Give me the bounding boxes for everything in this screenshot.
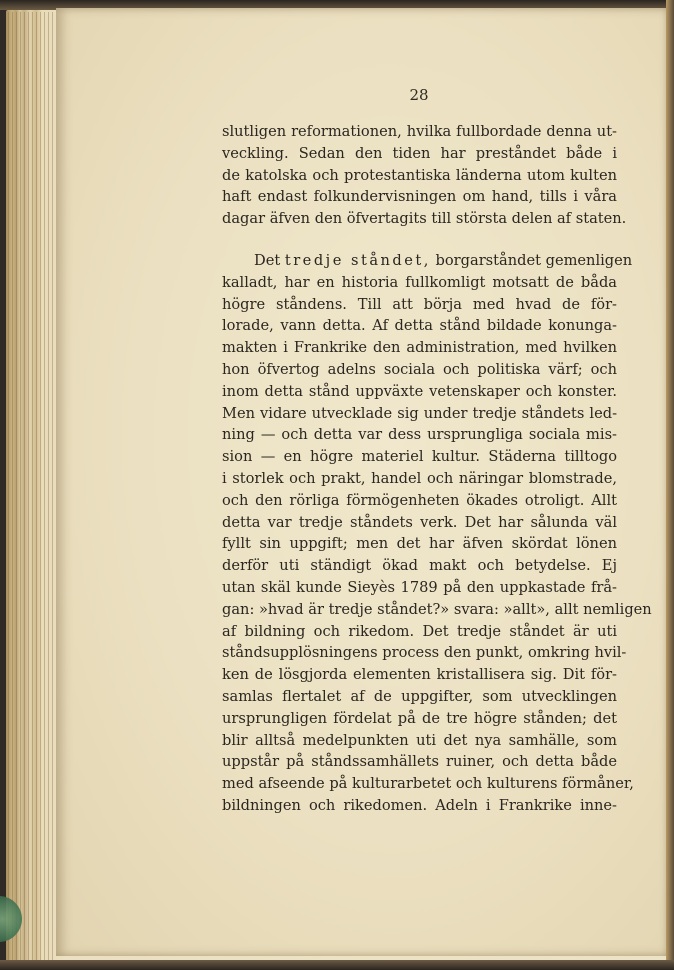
text-line: ståndsupplösningens process den punkt, omkring hvil- bbox=[222, 644, 627, 662]
text-line: veckling. Sedan den tiden har preståndet både i bbox=[222, 144, 617, 162]
text-line: af bildning och rikedom. Det tredje ståndet är uti bbox=[222, 622, 617, 640]
text-line: med afseende på kulturarbetet och kulturens förmåner, bbox=[222, 775, 634, 793]
text-line: ursprungligen fördelat på de tre högre stånden; det bbox=[222, 709, 617, 727]
text-line: i storlek och prakt, handel och näringar blomstrade, bbox=[222, 469, 617, 487]
text-line-first bbox=[222, 250, 633, 272]
text-line: utan skäl kunde Sieyès 1789 på den uppkastade frå- bbox=[222, 578, 617, 596]
text-line: hon öfvertog adelns sociala och politiska värf; och bbox=[222, 360, 617, 378]
text-line: de katolska och protestantiska länderna utom kulten bbox=[222, 166, 617, 184]
text-line: bildningen och rikedomen. Adeln i Frankrike inne- bbox=[222, 796, 617, 814]
text-line: slutligen reformationen, hvilka fullbordade denna ut- bbox=[222, 123, 617, 140]
text-line: makten i Frankrike den administration, med hvilken bbox=[222, 339, 617, 357]
first-line-rest: borgarståndet gemenligen bbox=[435, 251, 633, 269]
text-line: Men vidare utvecklade sig under tredje ståndets led- bbox=[222, 404, 617, 422]
text-line: lorade, vann detta. Af detta stånd bildade konunga- bbox=[222, 317, 617, 335]
lead-word: Det bbox=[254, 251, 281, 269]
text-line: gan: »hvad är tredje ståndet?» svara: »allt», allt nemligen bbox=[222, 600, 652, 618]
scan-right-edge bbox=[666, 0, 674, 970]
text-line: derför uti ständigt ökad makt och betydelse. Ej bbox=[222, 557, 617, 575]
page-edge-lines bbox=[8, 12, 56, 960]
spaced-emphasis: tredje ståndet, bbox=[284, 251, 431, 269]
text-line: blir alltså medelpunkten uti det nya samhälle, som bbox=[222, 731, 617, 749]
text-line: haft endast folkundervisningen om hand, tills i våra bbox=[222, 188, 617, 206]
text-line: högre ståndens. Till att börja med hvad de för- bbox=[222, 295, 617, 313]
scan-bottom-edge bbox=[0, 960, 674, 970]
text-line: ning — och detta var dess ursprungliga sociala mis- bbox=[222, 426, 617, 444]
text-line: ken de lösgjorda elementen kristallisera sig. Dit för- bbox=[222, 666, 617, 684]
body-text bbox=[222, 121, 652, 817]
text-line: kalladt, har en historia fullkomligt motsatt de båda bbox=[222, 273, 617, 291]
text-line: fyllt sin uppgift; men det har äfven skördat lönen bbox=[222, 535, 617, 553]
text-line: detta var tredje ståndets verk. Det har sålunda väl bbox=[222, 513, 617, 531]
text-line: uppstår på ståndssamhällets ruiner, och detta både bbox=[222, 753, 617, 771]
text-line: sion — en högre materiel kultur. Städerna tilltogo bbox=[222, 448, 617, 466]
text-line: inom detta stånd uppväxte vetenskaper och konster. bbox=[222, 382, 617, 400]
paragraph-2 bbox=[222, 250, 652, 817]
page-number: 28 bbox=[409, 86, 429, 104]
paragraph-1 bbox=[222, 121, 627, 230]
paragraph-gap bbox=[222, 230, 617, 250]
text-line: och den rörliga förmögenheten ökades otroligt. Allt bbox=[222, 491, 617, 509]
text-line: samlas flertalet af de uppgifter, som utvecklingen bbox=[222, 687, 617, 705]
text-line: dagar äfven den öfvertagits till största delen af staten. bbox=[222, 210, 627, 228]
